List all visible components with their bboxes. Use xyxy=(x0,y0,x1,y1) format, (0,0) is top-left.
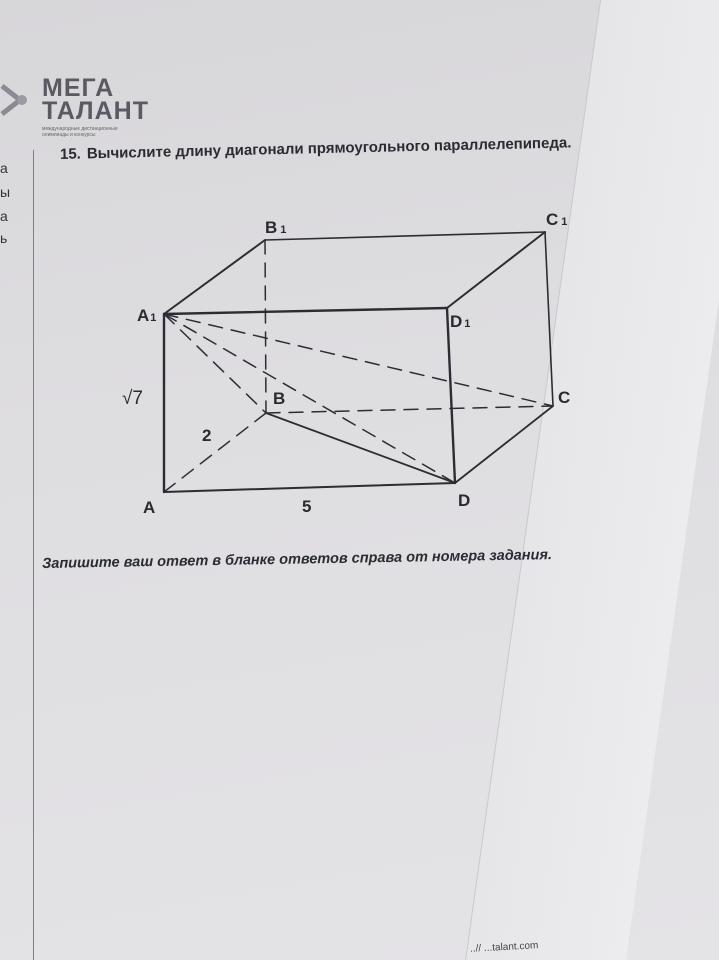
margin-fragment: ы xyxy=(0,184,11,200)
margin-fragment: а xyxy=(0,160,8,176)
edge-C1-C xyxy=(545,232,553,406)
edge-label-height: √7 xyxy=(122,388,143,409)
vertex-label-D: D xyxy=(458,491,471,510)
logo-subtitle: международные дистанционные олимпиады и конкурсы xyxy=(42,126,118,138)
task-text: Вычислите длину диагонали прямоугольного параллелепипеда. xyxy=(86,134,572,163)
hidden-edge-B1-B xyxy=(265,240,266,413)
hidden-edge-A-B xyxy=(164,413,266,492)
answer-instruction: Запишите ваш ответ в бланке ответов справа от номера задания. xyxy=(41,547,553,572)
margin-fragment: а xyxy=(0,208,8,224)
edge-label-width: 2 xyxy=(202,426,212,445)
diagonal-B-D xyxy=(266,413,455,483)
vertex-label-B: B xyxy=(273,389,286,408)
vertex-label-B1: B 1 xyxy=(265,218,287,237)
edge-B1-C1 xyxy=(265,232,545,240)
edge-D-C xyxy=(455,406,553,483)
logo-title-line1: МЕГА xyxy=(42,74,115,102)
logo-title-line2: ТАЛАНТ xyxy=(42,97,149,125)
edge-A1-D1 xyxy=(164,308,447,314)
vertex-label-D1: D 1 xyxy=(450,312,471,331)
task-number: 15. xyxy=(59,145,82,163)
margin-fragment: ь xyxy=(0,230,8,246)
vertex-label-A1: A1 xyxy=(137,306,157,325)
footer-url-fragment: ..// ...talant.com xyxy=(469,940,539,955)
edge-D1-D xyxy=(447,308,455,483)
edge-A1-B1 xyxy=(164,240,265,314)
edge-A-D xyxy=(164,483,455,492)
edge-D1-C1 xyxy=(447,232,545,308)
vertex-label-C: C xyxy=(558,388,571,407)
diagonal-A1-C xyxy=(164,314,553,406)
vertex-label-C1: C 1 xyxy=(546,210,568,229)
vertex-label-A: A xyxy=(143,498,156,517)
edge-label-length: 5 xyxy=(302,497,312,516)
hidden-edge-B-C xyxy=(266,406,553,413)
